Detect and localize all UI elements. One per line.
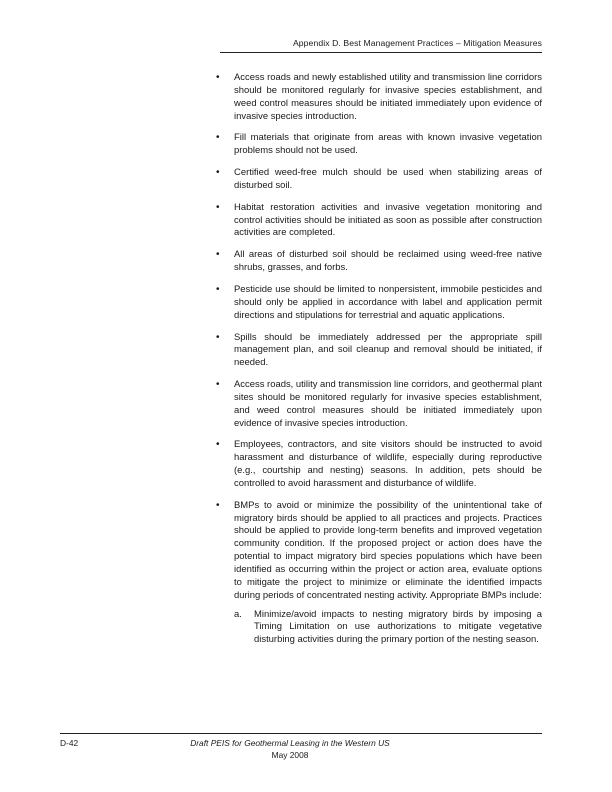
sub-list-item: [234, 609, 542, 648]
sub-item-marker: a.: [234, 608, 242, 620]
list-item: [216, 500, 542, 647]
bullet-marker: •: [216, 201, 220, 213]
bullet-marker: •: [216, 249, 220, 261]
list-item-text: Pesticide use should be limited to nonpersistent, immobile pesticides and should only be applied in accordance with label and application permit directions and stipulations for terrestrial and aquatic applications.: [234, 283, 542, 321]
list-item-text: Habitat restoration activities and invasive vegetation monitoring and control activities should be initiated as soon as possible after construction activities are completed.: [234, 201, 542, 239]
bullet-marker: •: [216, 331, 220, 343]
list-item: [216, 72, 542, 123]
list-item: [216, 249, 542, 275]
sub-item-text: Minimize/avoid impacts to nesting migratory birds by imposing a Timing Limitation on use authorizations to mitigate vegetative disturbing activities during the primary portion of the nesting season.: [254, 608, 542, 646]
list-item: [216, 202, 542, 241]
list-item: [216, 167, 542, 193]
document-title: Draft PEIS for Geothermal Leasing in the Western US: [190, 738, 390, 748]
list-item-text: Employees, contractors, and site visitors should be instructed to avoid harassment and disturbance of wildlife, especially during reproductive (e.g., courtship and nesting) seasons. In addition, pets should be controlled to avoid harassment and disturbance of wildlife.: [234, 439, 542, 489]
bullet-list: [216, 72, 542, 656]
list-item-text: Certified weed-free mulch should be used when stabilizing areas of disturbed soil.: [234, 167, 542, 191]
bullet-marker: •: [216, 499, 220, 511]
footer-rule: [60, 733, 542, 734]
bullet-marker: •: [216, 439, 220, 451]
list-item: [216, 439, 542, 490]
header-rule: [220, 52, 542, 53]
list-item-text: Spills should be immediately addressed per the appropriate spill management plan, and soil cleanup and removal should be initiated, if needed.: [234, 331, 542, 369]
running-header: Appendix D. Best Management Practices – Mitigation Measures: [292, 38, 542, 48]
bullet-marker: •: [216, 167, 220, 179]
bullet-marker: •: [216, 132, 220, 144]
list-item-text: Fill materials that originate from areas with known invasive vegetation problems should not be used.: [234, 132, 542, 157]
list-item-text: Access roads and newly established utility and transmission line corridors should be monitored regularly for invasive species establishment, and weed control measures should be initiated immediately upon evidence of invasive species introduction.: [234, 72, 542, 122]
list-item: [216, 132, 542, 158]
bullet-marker: •: [216, 72, 220, 83]
list-item: [216, 332, 542, 371]
list-item: [216, 379, 542, 430]
list-item-text: Access roads, utility and transmission line corridors, and geothermal plant sites should be monitored regularly for invasive species establishment, and weed control measures should be initiated immediately upon evidence of invasive species introduction.: [234, 379, 542, 429]
bullet-marker: •: [216, 379, 220, 391]
list-item-text: BMPs to avoid or minimize the possibility of the unintentional take of migratory birds should be applied to all practices and projects. Practices should be applied to provide long-term benefits and improved vegetation community condition. If the proposed project or action does have the potential to impact migratory bird species populations which have been identified as occurring within the project or action area, evaluate options to mitigate the project to minimize or eliminate the identified impacts during periods of concentrated nesting activity. Appropriate BMPs include:: [234, 499, 542, 601]
list-item-text: All areas of disturbed soil should be reclaimed using weed-free native shrubs, grasses, and forbs.: [234, 249, 542, 274]
document-date: May 2008: [271, 750, 309, 760]
list-item: [216, 284, 542, 323]
bullet-marker: •: [216, 283, 220, 295]
page-number: D-42: [60, 738, 79, 748]
